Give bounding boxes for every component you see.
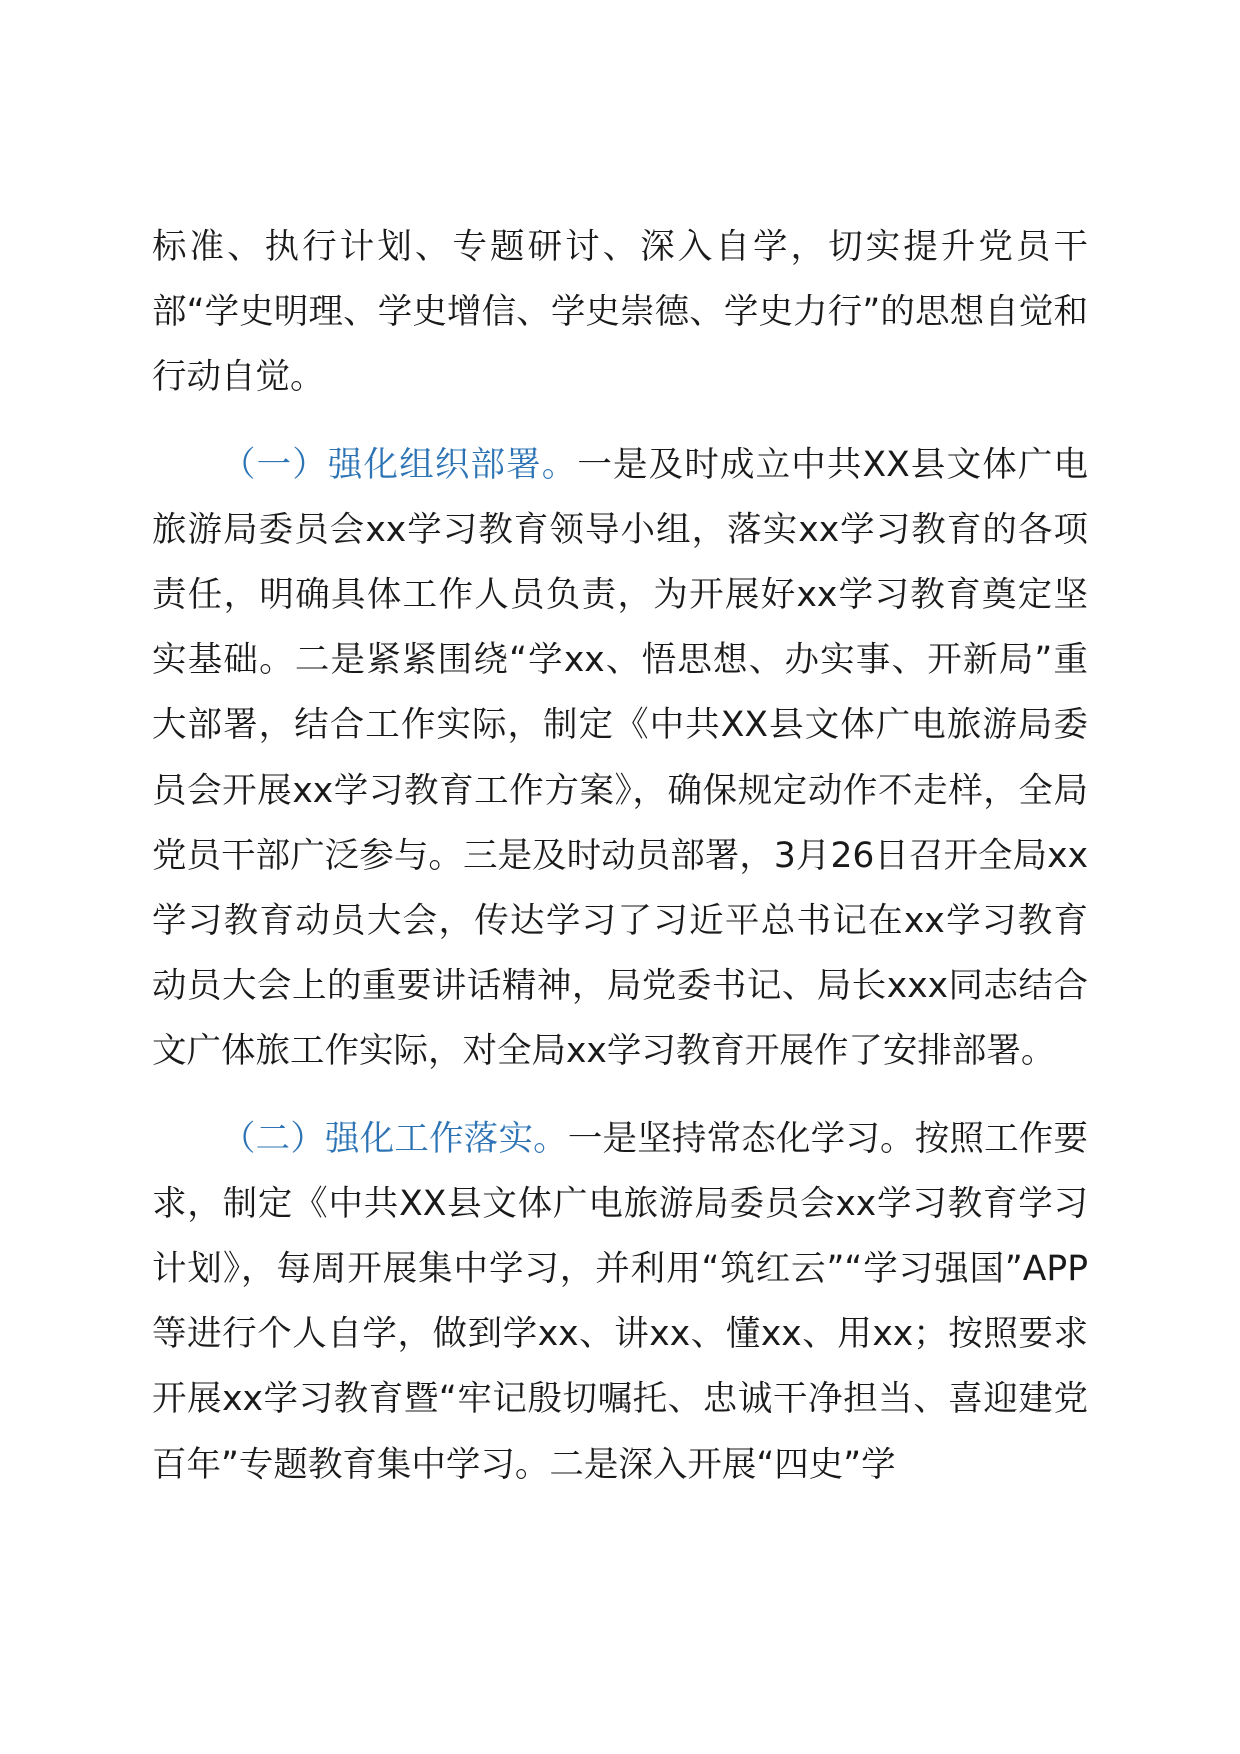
paragraph-1-text: 标准、执行计划、专题研讨、深入自学，切实提升党员干部“学史明理、学史增信、学史崇德、学史力行”的思想自觉和行动自觉。 bbox=[152, 227, 1088, 398]
section-heading-1: （一）强化组织部署。 bbox=[221, 444, 578, 485]
paragraph-2-text: 一是及时成立中共XX县文体广电旅游局委员会xx学习教育领导小组，落实xx学习教育的各项责任，明确具体工作人员负责，为开展好xx学习教育奠定坚实基础。二是紧紧围绕“学xx、悟思想、办实事、开新局”重大部署，结合工作实际，制定《中共XX县文体广电旅游局委员会开展xx学习教育工作方案》，确保规定动作不走样，全局党员干部广泛参与。三是及时动员部署，3月26日召开全局xx学习教育动员大会，传达学习了习近平总书记在xx学习教育动员大会上的重要讲话精神，局党委书记、局长xxx同志结合文广体旅工作实际，对全局xx学习教育开展作了安排部署。 bbox=[152, 444, 1088, 1072]
paragraph-1 bbox=[152, 215, 1088, 411]
paragraph-2 bbox=[152, 433, 1088, 1085]
paragraph-3 bbox=[152, 1107, 1088, 1498]
paragraph-3-text: 一是坚持常态化学习。按照工作要求，制定《中共XX县文体广电旅游局委员会xx学习教育学习计划》，每周开展集中学习，并利用“筑红云”“学习强国”APP等进行个人自学，做到学xx、讲xx、懂xx、用xx；按照要求开展xx学习教育暨“牢记殷切嘱托、忠诚干净担当、喜迎建党百年”专题教育集中学习。二是深入开展“四史”学 bbox=[152, 1118, 1088, 1485]
document-page bbox=[152, 215, 1088, 1520]
section-heading-2: （二）强化工作落实。 bbox=[221, 1118, 568, 1159]
